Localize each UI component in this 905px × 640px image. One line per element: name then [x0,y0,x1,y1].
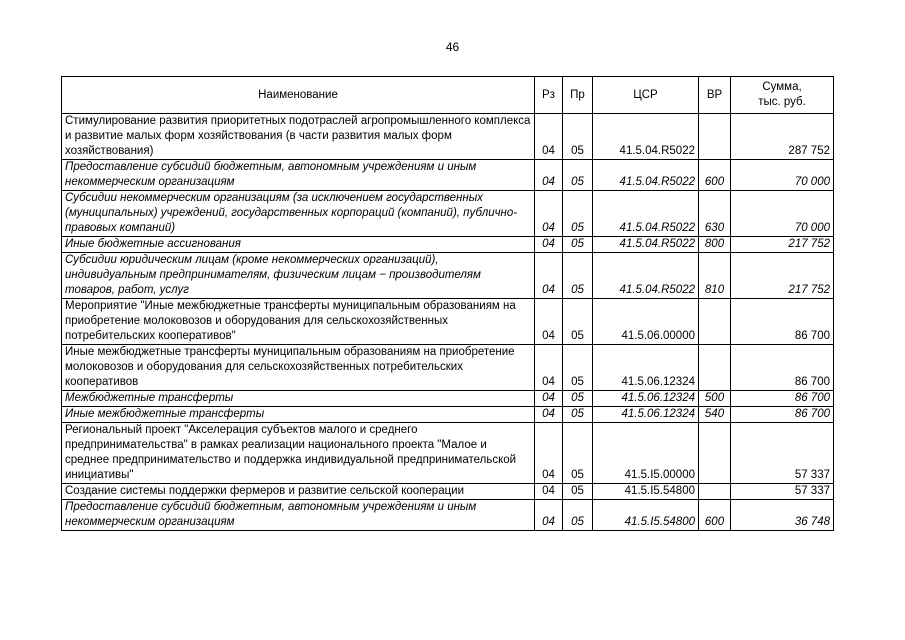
cell-rz: 04 [535,114,563,160]
cell-pr: 05 [563,237,593,253]
table-row [62,484,834,500]
header-sum: Сумма, тыс. руб. [731,77,834,114]
cell-vr: 500 [699,391,731,407]
cell-csr: 41.5.04.R5022 [593,160,699,191]
cell-name: Предоставление субсидий бюджетным, автономным учреждениям и иным некоммерческим организациям [62,160,535,191]
cell-csr: 41.5.I5.00000 [593,423,699,484]
cell-vr: 600 [699,500,731,531]
cell-name: Субсидии некоммерческим организациям (за исключением государственных (муниципальных) учреждений, государственных корпораций (компаний), публично-правовых компаний) [62,191,535,237]
cell-pr: 05 [563,391,593,407]
cell-pr: 05 [563,407,593,423]
cell-pr: 05 [563,500,593,531]
cell-name: Межбюджетные трансферты [62,391,535,407]
cell-vr [699,299,731,345]
table-row [62,253,834,299]
cell-pr: 05 [563,253,593,299]
cell-sum: 217 752 [731,237,834,253]
cell-pr: 05 [563,423,593,484]
cell-vr: 540 [699,407,731,423]
table-header-row [62,77,834,114]
cell-sum: 70 000 [731,160,834,191]
cell-rz: 04 [535,407,563,423]
cell-name: Иные межбюджетные трансферты [62,407,535,423]
budget-table [61,76,834,531]
cell-name: Предоставление субсидий бюджетным, автономным учреждениям и иным некоммерческим организациям [62,500,535,531]
cell-rz: 04 [535,253,563,299]
cell-vr [699,345,731,391]
cell-rz: 04 [535,191,563,237]
cell-pr: 05 [563,484,593,500]
table-row [62,407,834,423]
cell-name: Региональный проект "Акселерация субъектов малого и среднего предпринимательства" в рамках реализации национального проекта "Малое и среднее предпринимательство и поддержка индивидуальной предпринимательской инициативы" [62,423,535,484]
cell-sum: 86 700 [731,345,834,391]
table-row [62,500,834,531]
cell-sum: 86 700 [731,299,834,345]
cell-vr: 600 [699,160,731,191]
table-row [62,345,834,391]
cell-sum: 36 748 [731,500,834,531]
cell-rz: 04 [535,423,563,484]
cell-sum: 287 752 [731,114,834,160]
cell-name: Иные межбюджетные трансферты муниципальным образованиям на приобретение молоковозов и оборудования для сельскохозяйственных потребительских кооперативов [62,345,535,391]
cell-name: Субсидии юридическим лицам (кроме некоммерческих организаций), индивидуальным предпринимателям, физическим лицам − производителям товаров, работ, услуг [62,253,535,299]
table-row [62,191,834,237]
header-pr: Пр [563,77,593,114]
cell-pr: 05 [563,345,593,391]
cell-vr [699,114,731,160]
cell-name: Мероприятие "Иные межбюджетные трансферты муниципальным образованиям на приобретение молоковозов и оборудования для сельскохозяйственных потребительских кооперативов" [62,299,535,345]
table-row [62,391,834,407]
cell-rz: 04 [535,299,563,345]
table-row [62,237,834,253]
cell-sum: 57 337 [731,484,834,500]
header-vr: ВР [699,77,731,114]
cell-csr: 41.5.06.12324 [593,391,699,407]
cell-name: Иные бюджетные ассигнования [62,237,535,253]
cell-rz: 04 [535,345,563,391]
cell-pr: 05 [563,191,593,237]
cell-sum: 217 752 [731,253,834,299]
cell-vr [699,423,731,484]
cell-csr: 41.5.06.12324 [593,407,699,423]
cell-rz: 04 [535,484,563,500]
cell-vr: 630 [699,191,731,237]
header-csr: ЦСР [593,77,699,114]
cell-rz: 04 [535,237,563,253]
cell-vr: 800 [699,237,731,253]
cell-name: Создание системы поддержки фермеров и развитие сельской кооперации [62,484,535,500]
cell-csr: 41.5.I5.54800 [593,484,699,500]
table-row [62,299,834,345]
cell-rz: 04 [535,500,563,531]
cell-csr: 41.5.04.R5022 [593,237,699,253]
cell-pr: 05 [563,114,593,160]
cell-pr: 05 [563,299,593,345]
header-rz: Рз [535,77,563,114]
table-row [62,423,834,484]
cell-pr: 05 [563,160,593,191]
cell-rz: 04 [535,391,563,407]
cell-csr: 41.5.06.12324 [593,345,699,391]
cell-vr [699,484,731,500]
cell-sum: 70 000 [731,191,834,237]
cell-sum: 86 700 [731,391,834,407]
cell-sum: 86 700 [731,407,834,423]
cell-rz: 04 [535,160,563,191]
cell-csr: 41.5.04.R5022 [593,114,699,160]
cell-csr: 41.5.04.R5022 [593,191,699,237]
table-row [62,114,834,160]
cell-sum: 57 337 [731,423,834,484]
cell-name: Стимулирование развития приоритетных подотраслей агропромышленного комплекса и развитие малых форм хозяйствования (в части развития малых форм хозяйствования) [62,114,535,160]
table-row [62,160,834,191]
cell-csr: 41.5.I5.54800 [593,500,699,531]
cell-csr: 41.5.04.R5022 [593,253,699,299]
cell-vr: 810 [699,253,731,299]
page-number: 46 [445,40,460,54]
header-name: Наименование [62,77,535,114]
cell-csr: 41.5.06.00000 [593,299,699,345]
